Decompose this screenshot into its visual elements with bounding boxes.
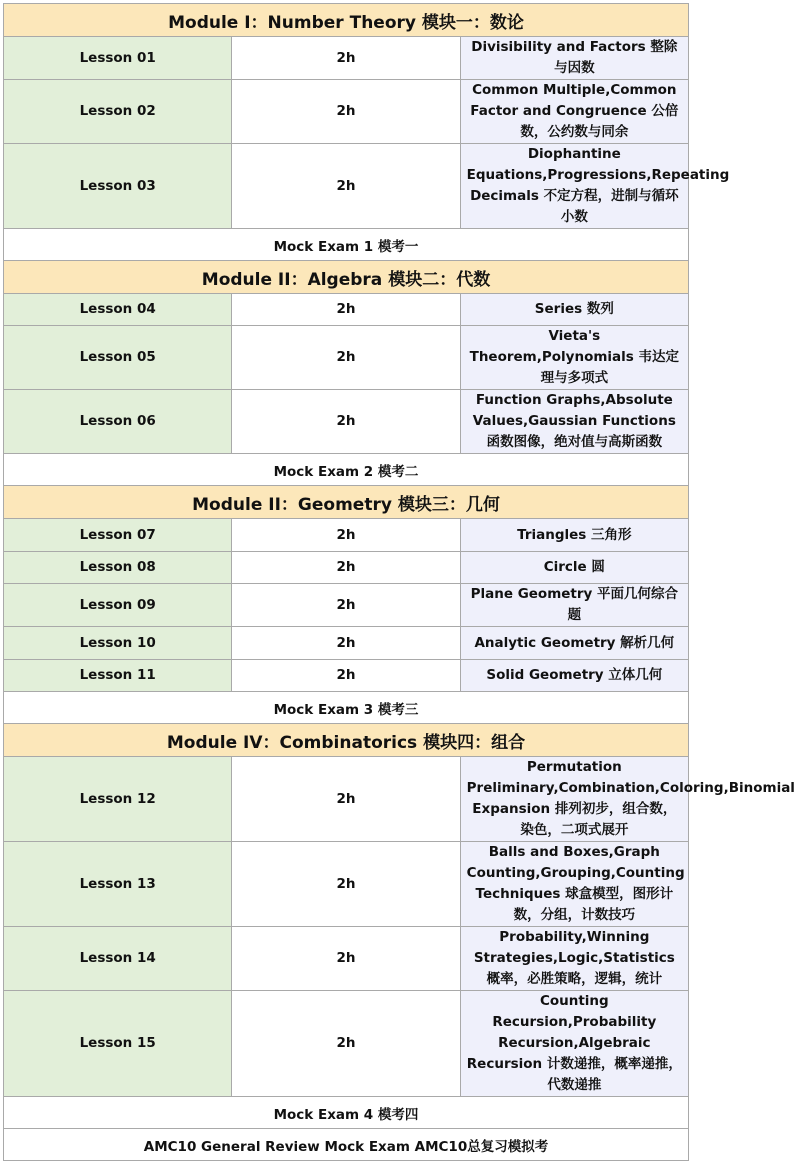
- lesson-name: Lesson 03: [4, 144, 232, 229]
- lesson-topic: Divisibility and Factors 整除与因数: [460, 37, 688, 80]
- lesson-name: Lesson 06: [4, 390, 232, 454]
- lesson-hours: 2h: [232, 660, 460, 692]
- course-schedule-table: [3, 3, 795, 1161]
- lesson-row: [4, 144, 689, 229]
- module-title: Module II：Geometry 模块三：几何: [4, 486, 689, 519]
- lesson-topic: Vieta's Theorem,Polynomials 韦达定理与多项式: [460, 326, 688, 390]
- lesson-hours: 2h: [232, 294, 460, 326]
- lesson-name: Lesson 10: [4, 627, 232, 660]
- mock-exam-label: Mock Exam 1 模考一: [4, 229, 689, 261]
- lesson-name: Lesson 09: [4, 584, 232, 627]
- lesson-hours: 2h: [232, 144, 460, 229]
- lesson-name: Lesson 08: [4, 552, 232, 584]
- lesson-row: [4, 660, 689, 692]
- mock-exam-label: Mock Exam 2 模考二: [4, 454, 689, 486]
- lesson-name: Lesson 12: [4, 757, 232, 842]
- lesson-hours: 2h: [232, 991, 460, 1097]
- lesson-hours: 2h: [232, 80, 460, 144]
- module-title: Module I：Number Theory 模块一：数论: [4, 4, 689, 37]
- lesson-topic: Diophantine Equations,Progressions,Repeating Decimals 不定方程，进制与循环小数: [460, 144, 688, 229]
- final-review-row: [4, 1129, 689, 1161]
- lesson-row: [4, 390, 689, 454]
- lesson-topic: Solid Geometry 立体几何: [460, 660, 688, 692]
- lesson-row: [4, 927, 689, 991]
- lesson-row: [4, 584, 689, 627]
- lesson-topic: Circle 圆: [460, 552, 688, 584]
- mock-exam-row: [4, 692, 689, 724]
- lesson-hours: 2h: [232, 584, 460, 627]
- lesson-hours: 2h: [232, 390, 460, 454]
- lesson-row: [4, 757, 689, 842]
- lesson-row: [4, 326, 689, 390]
- lesson-hours: 2h: [232, 519, 460, 552]
- lesson-topic: Series 数列: [460, 294, 688, 326]
- lesson-topic: Permutation Preliminary,Combination,Coloring,Binomial Expansion 排列初步，组合数，染色，二项式展开: [460, 757, 688, 842]
- lesson-topic: Common Multiple,Common Factor and Congruence 公倍数，公约数与同余: [460, 80, 688, 144]
- lesson-row: [4, 294, 689, 326]
- module-header-row: [4, 486, 689, 519]
- lesson-row: [4, 552, 689, 584]
- module-header-row: [4, 724, 689, 757]
- lesson-name: Lesson 05: [4, 326, 232, 390]
- lesson-topic: Probability,Winning Strategies,Logic,Statistics 概率，必胜策略，逻辑，统计: [460, 927, 688, 991]
- lesson-name: Lesson 13: [4, 842, 232, 927]
- lesson-topic: Triangles 三角形: [460, 519, 688, 552]
- lesson-topic: Function Graphs,Absolute Values,Gaussian Functions 函数图像，绝对值与高斯函数: [460, 390, 688, 454]
- lesson-name: Lesson 14: [4, 927, 232, 991]
- lesson-topic: Analytic Geometry 解析几何: [460, 627, 688, 660]
- lesson-row: [4, 80, 689, 144]
- lesson-name: Lesson 11: [4, 660, 232, 692]
- mock-exam-label: Mock Exam 3 模考三: [4, 692, 689, 724]
- lesson-hours: 2h: [232, 927, 460, 991]
- lesson-hours: 2h: [232, 842, 460, 927]
- mock-exam-row: [4, 454, 689, 486]
- lesson-name: Lesson 01: [4, 37, 232, 80]
- lesson-name: Lesson 02: [4, 80, 232, 144]
- lesson-topic: Plane Geometry 平面几何综合题: [460, 584, 688, 627]
- lesson-name: Lesson 15: [4, 991, 232, 1097]
- module-header-row: [4, 4, 689, 37]
- lesson-topic: Counting Recursion,Probability Recursion,Algebraic Recursion 计数递推，概率递推，代数递推: [460, 991, 688, 1097]
- mock-exam-label: Mock Exam 4 模考四: [4, 1097, 689, 1129]
- module-title: Module IV：Combinatorics 模块四：组合: [4, 724, 689, 757]
- lesson-hours: 2h: [232, 757, 460, 842]
- module-title: Module II：Algebra 模块二：代数: [4, 261, 689, 294]
- lesson-row: [4, 627, 689, 660]
- lesson-topic: Balls and Boxes,Graph Counting,Grouping,Counting Techniques 球盒模型，图形计数，分组，计数技巧: [460, 842, 688, 927]
- module-header-row: [4, 261, 689, 294]
- lesson-hours: 2h: [232, 627, 460, 660]
- final-review-label: AMC10 General Review Mock Exam AMC10总复习模拟考: [4, 1129, 689, 1161]
- lesson-name: Lesson 04: [4, 294, 232, 326]
- lesson-hours: 2h: [232, 326, 460, 390]
- lesson-row: [4, 842, 689, 927]
- lesson-row: [4, 519, 689, 552]
- lesson-row: [4, 37, 689, 80]
- mock-exam-row: [4, 1097, 689, 1129]
- lesson-hours: 2h: [232, 552, 460, 584]
- mock-exam-row: [4, 229, 689, 261]
- lesson-name: Lesson 07: [4, 519, 232, 552]
- lesson-row: [4, 991, 689, 1097]
- lesson-hours: 2h: [232, 37, 460, 80]
